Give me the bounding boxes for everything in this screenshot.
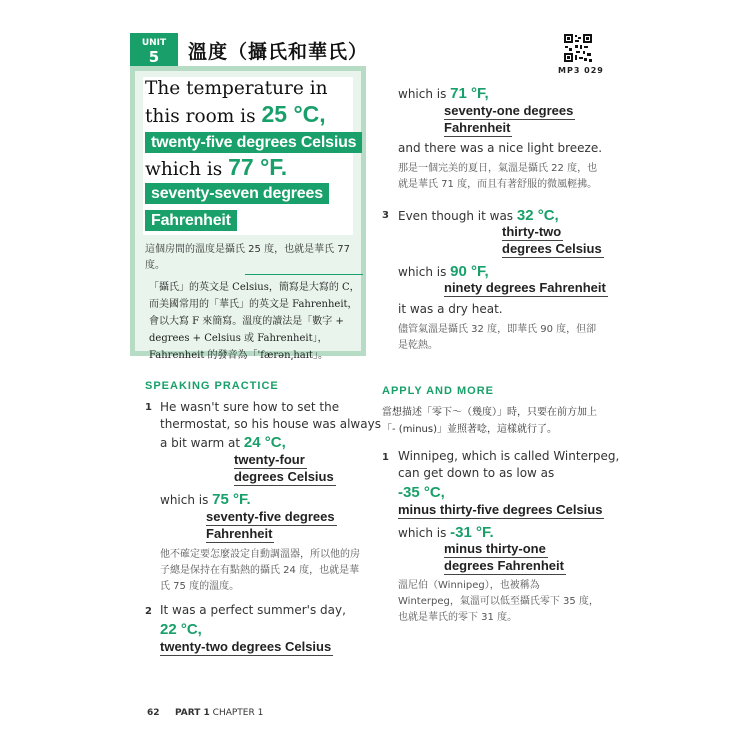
footer-part: PART 1 bbox=[175, 708, 210, 718]
hero-fahrenheit-words-2: Fahrenheit bbox=[145, 210, 237, 231]
hero-line-2-prefix: this room is bbox=[145, 106, 262, 127]
sentence-translation: 儘管氣溫是攝氏 32 度，即華氏 90 度，但卻是乾熱。 bbox=[398, 324, 597, 351]
temperature-words: thirty-two bbox=[502, 224, 562, 239]
sentence-line: can get down to as low as bbox=[398, 466, 555, 480]
hero-line-1: The temperature in bbox=[145, 78, 328, 99]
temperature-words: twenty-two degrees Celsius bbox=[160, 639, 332, 654]
unit-badge bbox=[130, 33, 178, 69]
sentence-line: He wasn't sure how to set the bbox=[160, 400, 340, 414]
unit-number: 5 bbox=[148, 48, 160, 66]
hero-box bbox=[130, 66, 366, 361]
sentence-line: it was a dry heat. bbox=[398, 302, 503, 316]
temperature-value: -35 °C, bbox=[398, 484, 445, 501]
qr-code-icon[interactable] bbox=[563, 33, 593, 63]
sentence-translation: 那是一個完美的夏日，氣溫是攝氏 22 度，也就是華氏 71 度，而且有著舒服的微風輕拂。 bbox=[398, 163, 598, 190]
sentence-line: It was a perfect summer's day, bbox=[160, 603, 346, 617]
sentence-translation: 他不確定要怎麼設定自動調溫器，所以他的房子總是保持在有點熱的攝氏 24 度，也就是華氏 75 度的溫度。 bbox=[160, 549, 360, 592]
temperature-words: minus thirty-five degrees Celsius bbox=[398, 502, 603, 517]
item-number: 3 bbox=[382, 210, 389, 221]
hero-fahrenheit-value: 77 °F. bbox=[228, 154, 288, 180]
temperature-words: seventy-one degrees bbox=[444, 103, 574, 118]
apply-intro: 當想描述「零下～（幾度）」時，只要在前方加上「- (minus)」並照著唸，這樣就行了。 bbox=[382, 407, 597, 435]
sentence-text: which is bbox=[160, 493, 213, 507]
sentence-line bbox=[398, 263, 489, 280]
item-number: 1 bbox=[382, 452, 389, 463]
apply-and-more-heading: APPLY AND MORE bbox=[382, 385, 495, 397]
temperature-value: 71 °F, bbox=[450, 85, 489, 102]
temperature-words: Fahrenheit bbox=[444, 120, 511, 135]
sentence-line bbox=[160, 491, 251, 508]
temperature-value: 32 °C, bbox=[516, 207, 559, 224]
sentence-translation: 溫尼伯（Winnipeg），也被稱為 Winterpeg，氣溫可以低至攝氏零下 35 度，也就是華氏的零下 31 度。 bbox=[398, 580, 599, 623]
hero-celsius-words: twenty-five degrees Celsius bbox=[145, 132, 362, 153]
hero-line-3 bbox=[145, 154, 287, 181]
sentence-line: thermostat, so his house was always bbox=[160, 417, 381, 431]
mp3-track-label: MP3 029 bbox=[558, 66, 604, 75]
unit-title: 溫度（攝氏和華氏） bbox=[188, 41, 369, 63]
hero-fahrenheit-words-1: seventy-seven degrees bbox=[145, 183, 329, 204]
hero-note: 「攝氏」的英文是 Celsius，簡寫是大寫的 C，而美國常用的「華氏」的英文是 Fahrenheit，會以大寫 F 來簡寫。溫度的讀法是「數字 + degrees + Celsius 或 Fahrenheit」，Fahrenheit 的發音為「'færən͵haɪt」。 bbox=[149, 282, 360, 361]
sentence-text: a bit warm at bbox=[160, 436, 244, 450]
sentence-line bbox=[398, 85, 489, 102]
sentence-line bbox=[398, 207, 559, 224]
temperature-value: 90 °F, bbox=[450, 263, 489, 280]
temperature-words: Fahrenheit bbox=[206, 526, 273, 541]
sentence-text: which is bbox=[398, 87, 451, 101]
temperature-words: ninety degrees Fahrenheit bbox=[444, 280, 606, 295]
hero-divider bbox=[245, 274, 363, 275]
sentence-text: which is bbox=[398, 265, 451, 279]
sentence-line bbox=[160, 434, 286, 451]
item-number: 2 bbox=[145, 606, 152, 617]
hero-translation: 這個房間的溫度是攝氏 25 度，也就是華氏 77 度。 bbox=[145, 244, 350, 271]
hero-line-2 bbox=[145, 101, 326, 128]
sentence-line: Winnipeg, which is called Winterpeg, bbox=[398, 449, 620, 463]
temperature-value: 22 °C, bbox=[160, 621, 202, 638]
speaking-practice-heading: SPEAKING PRACTICE bbox=[145, 380, 279, 392]
page-number: 62 bbox=[147, 708, 160, 718]
temperature-value: -31 °F. bbox=[450, 524, 494, 541]
temperature-value: 24 °C, bbox=[243, 434, 286, 451]
temperature-words: degrees Celsius bbox=[234, 469, 334, 484]
temperature-words: degrees Fahrenheit bbox=[444, 558, 564, 573]
item-number: 1 bbox=[145, 402, 152, 413]
sentence-line: and there was a nice light breeze. bbox=[398, 141, 603, 155]
page-footer-chapter bbox=[175, 708, 263, 718]
hero-line-3-prefix: which is bbox=[145, 159, 229, 180]
temperature-words: degrees Celsius bbox=[502, 241, 602, 256]
temperature-words: seventy-five degrees bbox=[206, 509, 335, 524]
temperature-words: twenty-four bbox=[234, 452, 305, 467]
footer-chapter: CHAPTER 1 bbox=[212, 708, 264, 718]
unit-label: UNIT bbox=[141, 38, 167, 48]
temperature-value: 75 °F. bbox=[212, 491, 251, 508]
sentence-text: Even though it was bbox=[398, 209, 517, 223]
sentence-text: which is bbox=[398, 526, 451, 540]
hero-celsius-value: 25 °C, bbox=[261, 101, 326, 127]
sentence-line bbox=[398, 524, 494, 541]
temperature-words: minus thirty-one bbox=[444, 541, 546, 556]
